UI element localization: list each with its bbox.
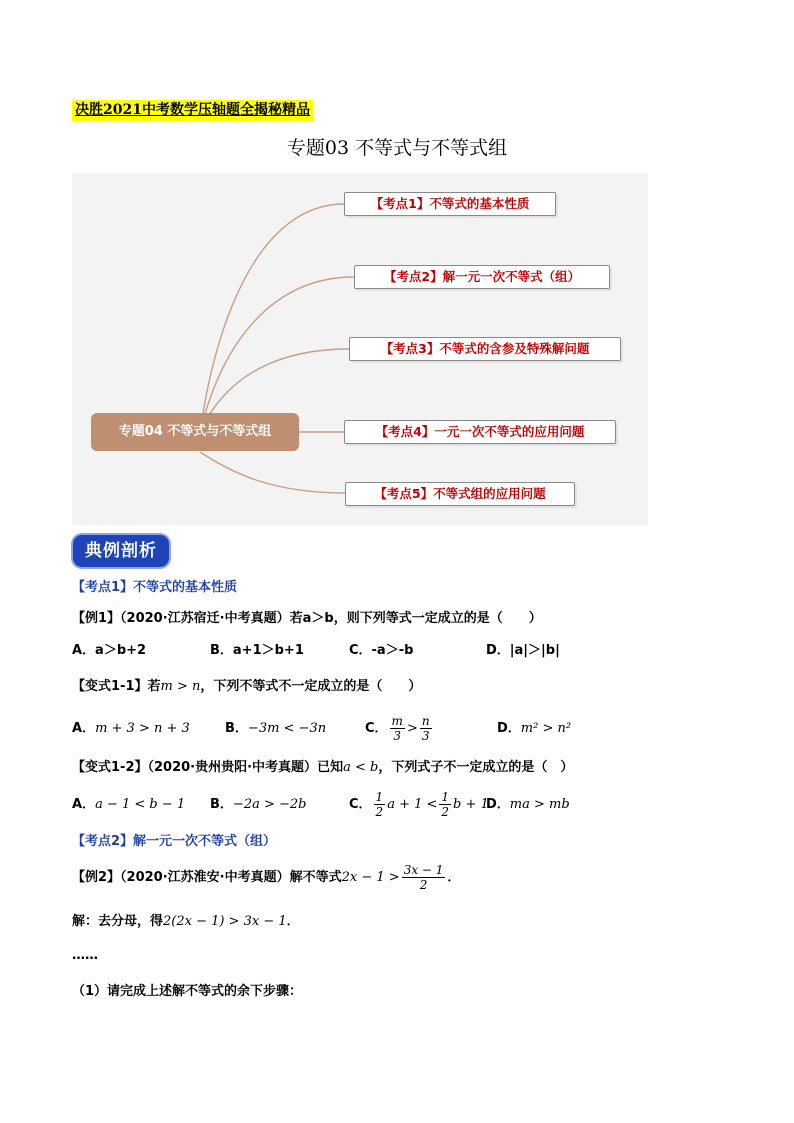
variant-1-2-option-c [349,789,489,821]
ellipsis: …… [72,948,98,963]
option-label: D． [497,721,521,736]
variant-1-2-pre: 已知 [317,760,344,775]
mind-map-branch-1: 【考点1】不等式的基本性质 [344,192,556,216]
connector-2 [200,277,354,432]
fraction-denominator: 3 [421,729,430,743]
option-expression: m + 3 > n + 3 [95,721,190,736]
option-expression: −2a > −2b [232,797,307,812]
topic-1-tag: 【考点1】 [72,580,134,595]
example-2-end: ． [447,870,461,885]
variant-1-1-option-c [365,713,434,745]
variant-1-1-tag: 【变式1-1】 [72,679,148,694]
mind-map-branch-5: 【考点5】不等式组的应用问题 [345,482,575,506]
section-badge: 典例剖析 [73,535,169,567]
example-2-pre: 解不等式 [289,870,342,885]
solution-end: ． [286,914,300,929]
variant-1-2-question [72,758,573,778]
option-label: C． [349,797,372,812]
option-label: B． [210,797,233,812]
fraction [420,714,432,743]
topic-2-tag: 【考点2】 [72,834,134,849]
variant-1-2-math: a < b [343,760,379,775]
mind-map-root: 专题04 不等式与不等式组 [91,413,299,451]
variant-1-1-post: ，下列不等式不一定成立的是（ ） [200,679,422,694]
option-label: C． [365,721,388,736]
example-1-question [72,609,542,629]
fraction [439,790,451,819]
option-label: A． [72,721,96,736]
topic-2-title: 解一元一次不等式（组） [133,834,277,849]
variant-1-2-source: （2020·贵州贵阳·中考真题） [147,760,318,775]
fraction [374,790,386,819]
solution-expression: 2(2x − 1) > 3x − 1 [163,914,287,929]
mind-map [72,173,648,525]
variant-1-1-question [72,677,421,697]
series-header-tag: 决胜2021中考数学压轴题全揭秘精品 [72,100,313,121]
example-2-lhs: 2x − 1 > [341,870,400,885]
option-expression: −3m < −3n [247,721,327,736]
example-1-text: 若a＞b，则下列等式一定成立的是（ ） [289,611,542,626]
variant-1-1-math: m > n [160,679,201,694]
example-1-option-a: A．a＞b+2 [72,643,147,658]
mind-map-branch-2: 【考点2】解一元一次不等式（组） [354,265,610,289]
option-label: A． [72,797,96,812]
option-expression: a − 1 < b − 1 [95,797,186,812]
solution-line [72,912,300,932]
fraction-denominator: 3 [393,729,402,743]
example-2-tag: 【例2】 [72,870,121,885]
option-expression: m² > n² [520,721,572,736]
fraction-denominator: 2 [419,878,428,892]
variant-1-1-option-d [497,719,571,739]
solution-label: 解：去分母，得 [72,914,164,929]
fraction-operator: > [406,721,418,736]
variant-1-2-tag: 【变式1-2】 [72,760,148,775]
variant-1-2-option-d [486,795,570,815]
example-2-source: （2020·江苏淮安·中考真题） [120,870,290,885]
fraction-numerator: 3x − 1 [403,863,444,877]
variant-1-2-option-a [72,795,185,815]
option-expression: b + 1 [453,797,489,812]
example-1-option-c: C．-a＞-b [349,643,414,658]
topic-2-heading [72,832,276,852]
fraction [402,863,446,892]
page-title: 专题03 不等式与不等式组 [286,137,508,159]
connector-5 [200,452,345,493]
mind-map-branch-4: 【考点4】一元一次不等式的应用问题 [344,420,616,444]
fraction-numerator: 1 [375,790,384,804]
topic-1-title: 不等式的基本性质 [133,580,238,595]
variant-1-1-option-b [225,719,326,739]
variant-1-2-option-b [210,795,306,815]
question-1: （1）请完成上述解不等式的余下步骤： [72,984,303,999]
fraction-numerator: m [391,714,403,728]
variant-1-1-pre: 若 [147,679,161,694]
option-expression: ma > mb [509,797,570,812]
topic-1-heading [72,578,237,598]
mind-map-branch-3: 【考点3】不等式的含参及特殊解问题 [349,337,621,361]
fraction-numerator: n [421,714,430,728]
example-1-source: （2020·江苏宿迁·中考真题） [120,611,290,626]
fraction-denominator: 2 [375,805,384,819]
example-1-option-b: B．a+1＞b+1 [210,643,304,658]
variant-1-1-option-a [72,719,190,739]
option-label: D． [486,797,510,812]
option-expression: a + 1 < [387,797,438,812]
fraction-numerator: 1 [441,790,450,804]
fraction [390,714,405,743]
example-1-option-d: D．|a|＞|b| [486,643,560,658]
example-1-tag: 【例1】 [72,611,121,626]
option-label: B． [225,721,248,736]
example-2-question [72,860,460,896]
variant-1-2-post: ，下列式子不一定成立的是（ ） [378,760,574,775]
fraction-denominator: 2 [441,805,450,819]
